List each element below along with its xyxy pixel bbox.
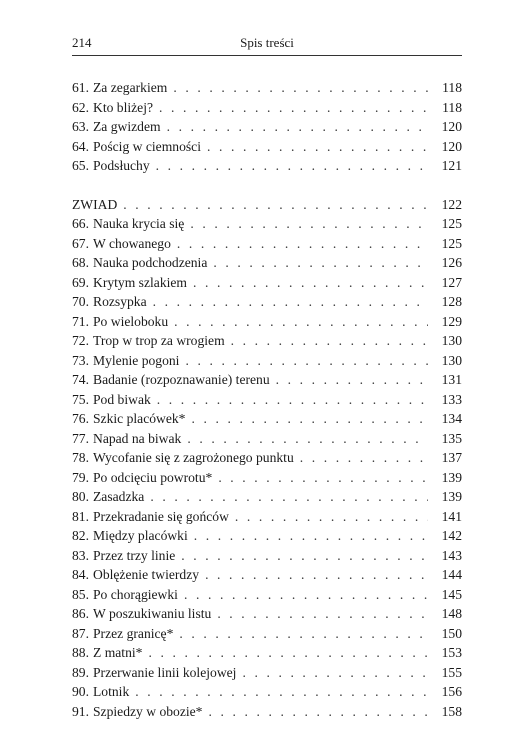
toc-entry[interactable]	[72, 137, 462, 157]
dot-leader	[213, 253, 428, 273]
toc-entry-title: Szpiedzy w obozie*	[93, 703, 203, 719]
toc-entry[interactable]	[72, 624, 462, 644]
toc-entry-page: 145	[441, 586, 462, 602]
dot-leader	[123, 195, 428, 215]
toc-entry-page: 118	[442, 80, 462, 95]
toc-entry-title: Lotnik	[93, 684, 130, 699]
toc-entry-page: 135	[441, 430, 462, 446]
toc-entry-page: 131	[441, 372, 462, 387]
toc-entry-number: 70.	[72, 294, 89, 309]
toc-entry-number: 69.	[72, 274, 89, 290]
running-title: Spis treści	[240, 35, 294, 50]
toc-entry-page: 158	[441, 703, 462, 719]
toc-entry[interactable]	[72, 409, 462, 429]
dot-leader	[184, 585, 428, 605]
toc-entry[interactable]	[72, 292, 462, 312]
toc-entry-title: Po odcięciu powrotu*	[93, 469, 213, 485]
toc-entry[interactable]	[72, 351, 462, 371]
dot-leader	[159, 98, 428, 118]
toc-entry-page: 130	[441, 352, 462, 368]
toc-entry-number: 73.	[72, 352, 89, 368]
toc-entry[interactable]	[72, 487, 462, 507]
toc-entry-number: 63.	[72, 119, 89, 134]
dot-leader	[177, 234, 428, 254]
toc-entry[interactable]	[72, 585, 462, 605]
toc-section-heading[interactable]	[72, 195, 462, 215]
toc-entry-page: 141	[441, 508, 462, 524]
toc-entry-page: 127	[441, 274, 462, 290]
toc-entry-title: Między placówki	[93, 528, 188, 543]
toc-entry[interactable]	[72, 468, 462, 488]
toc-entry-title: Po chorągiewki	[93, 586, 178, 602]
toc-entry[interactable]	[72, 234, 462, 254]
toc-entry-title: Badanie (rozpoznawanie) terenu	[93, 372, 270, 387]
dot-leader	[150, 487, 428, 507]
dot-leader	[235, 507, 428, 527]
toc-entry-title: Za gwizdem	[93, 119, 161, 134]
toc-entry-number: 83.	[72, 547, 89, 563]
toc-entry-page: 148	[441, 606, 462, 621]
dot-leader	[179, 624, 428, 644]
dot-leader	[208, 702, 428, 722]
toc-entry[interactable]	[72, 273, 462, 293]
toc-entry[interactable]	[72, 214, 462, 234]
dot-leader	[217, 604, 428, 624]
toc-entry-title: Nauka podchodzenia	[93, 255, 208, 270]
table-of-contents	[72, 78, 462, 721]
toc-entry-number: 65.	[72, 158, 89, 173]
toc-entry-number: 90.	[72, 684, 89, 699]
toc-section-page: 122	[441, 196, 462, 212]
toc-entry-title: Kto bliżej?	[93, 99, 154, 115]
dot-leader	[276, 370, 428, 390]
toc-entry-number: 71.	[72, 313, 89, 329]
toc-entry-page: 125	[441, 216, 462, 231]
dot-leader	[218, 468, 428, 488]
toc-entry-page: 139	[441, 489, 462, 504]
dot-leader	[205, 565, 428, 585]
dot-leader	[194, 526, 428, 546]
toc-entry-title: Napad na biwak	[93, 430, 182, 446]
running-header	[72, 33, 462, 56]
toc-entry[interactable]	[72, 663, 462, 683]
toc-entry[interactable]	[72, 331, 462, 351]
dot-leader	[156, 156, 428, 176]
toc-entry-number: 62.	[72, 99, 89, 115]
dot-leader	[174, 312, 428, 332]
toc-entry-title: Pod biwak	[93, 391, 151, 407]
toc-entry-title: Przekradanie się gońców	[93, 508, 229, 524]
toc-entry[interactable]	[72, 429, 462, 449]
toc-entry-number: 66.	[72, 216, 89, 231]
toc-entry-title: Mylenie pogoni	[93, 352, 180, 368]
toc-entry[interactable]	[72, 507, 462, 527]
toc-entry-page: 121	[441, 158, 462, 173]
toc-entry-number: 76.	[72, 411, 89, 426]
toc-entry-number: 67.	[72, 235, 89, 251]
toc-entry[interactable]	[72, 98, 462, 118]
toc-entry-page: 139	[441, 469, 462, 485]
toc-entry-number: 87.	[72, 625, 89, 641]
dot-leader	[193, 273, 428, 293]
toc-entry[interactable]	[72, 682, 462, 702]
toc-entry-page: 155	[441, 664, 462, 680]
toc-entry-page: 126	[441, 255, 462, 270]
toc-entry-title: W poszukiwaniu listu	[93, 606, 212, 621]
toc-entry-title: Podsłuchy	[93, 158, 150, 173]
toc-entry-number: 80.	[72, 489, 89, 504]
toc-entry-number: 75.	[72, 391, 89, 407]
toc-entry[interactable]	[72, 117, 462, 137]
dot-leader	[190, 214, 428, 234]
toc-entry-page: 120	[441, 119, 462, 134]
section-gap	[72, 176, 462, 195]
toc-entry-page: 150	[441, 625, 462, 641]
toc-entry[interactable]	[72, 312, 462, 332]
toc-entry-number: 89.	[72, 664, 89, 680]
toc-entry-title: Pościg w ciemności	[93, 138, 201, 154]
toc-entry-page: 156	[441, 684, 462, 699]
toc-entry[interactable]	[72, 253, 462, 273]
toc-entry-title: Przez granicę*	[93, 625, 174, 641]
toc-entry-page: 153	[441, 645, 462, 660]
dot-leader	[231, 331, 428, 351]
dot-leader	[153, 292, 428, 312]
toc-entry[interactable]	[72, 156, 462, 176]
dot-leader	[187, 429, 428, 449]
toc-entry[interactable]	[72, 370, 462, 390]
toc-entry[interactable]	[72, 546, 462, 566]
dot-leader	[242, 663, 428, 683]
toc-entry-page: 128	[441, 294, 462, 309]
toc-section-title: ZWIAD	[72, 196, 118, 212]
toc-entry[interactable]	[72, 565, 462, 585]
toc-entry[interactable]	[72, 702, 462, 722]
toc-entry-number: 74.	[72, 372, 89, 387]
toc-entry-page: 130	[441, 333, 462, 348]
toc-entry-page: 134	[441, 411, 462, 426]
toc-group-2	[72, 214, 462, 721]
toc-entry-title: Nauka krycia się	[93, 216, 185, 231]
toc-entry-page: 125	[441, 235, 462, 251]
toc-entry-number: 91.	[72, 703, 89, 719]
toc-entry-title: Szkic placówek*	[93, 411, 186, 426]
toc-entry-number: 88.	[72, 645, 89, 660]
toc-entry-title: Trop w trop za wrogiem	[93, 333, 225, 348]
toc-entry-title: Przerwanie linii kolejowej	[93, 664, 237, 680]
toc-entry-title: W chowanego	[93, 235, 171, 251]
toc-group-1	[72, 78, 462, 176]
toc-entry[interactable]	[72, 604, 462, 624]
page-number: 214	[72, 35, 92, 50]
dot-leader	[157, 390, 428, 410]
toc-entry-page: 143	[441, 547, 462, 563]
toc-entry-title: Przez trzy linie	[93, 547, 176, 563]
toc-entry-number: 82.	[72, 528, 89, 543]
toc-entry-title: Oblężenie twierdzy	[93, 567, 200, 582]
toc-entry-number: 72.	[72, 333, 89, 348]
toc-entry[interactable]	[72, 448, 462, 468]
dot-leader	[167, 117, 428, 137]
toc-entry-number: 84.	[72, 567, 89, 582]
toc-entry-title: Po wieloboku	[93, 313, 169, 329]
toc-entry-number: 77.	[72, 430, 89, 446]
dot-leader	[300, 448, 428, 468]
toc-entry-page: 129	[441, 313, 462, 329]
toc-entry-page: 137	[441, 450, 462, 465]
toc-entry-title: Rozsypka	[93, 294, 147, 309]
toc-entry-page: 118	[442, 99, 462, 115]
toc-entry-number: 79.	[72, 469, 89, 485]
toc-entry-page: 142	[441, 528, 462, 543]
toc-entry-title: Wycofanie się z zagrożonego punktu	[93, 450, 294, 465]
dot-leader	[173, 78, 428, 98]
toc-entry-title: Krytym szlakiem	[93, 274, 188, 290]
dot-leader	[181, 546, 428, 566]
toc-entry-number: 81.	[72, 508, 89, 524]
toc-entry[interactable]	[72, 390, 462, 410]
dot-leader	[135, 682, 428, 702]
toc-entry-number: 61.	[72, 80, 89, 95]
dot-leader	[191, 409, 428, 429]
toc-entry-number: 64.	[72, 138, 89, 154]
toc-entry-title: Zasadzka	[93, 489, 145, 504]
toc-entry-number: 68.	[72, 255, 89, 270]
dot-leader	[207, 137, 428, 157]
toc-entry-page: 144	[441, 567, 462, 582]
toc-entry[interactable]	[72, 78, 462, 98]
toc-entry[interactable]	[72, 643, 462, 663]
toc-entry-title: Z matni*	[93, 645, 143, 660]
toc-entry-page: 133	[441, 391, 462, 407]
dot-leader	[148, 643, 428, 663]
toc-entry-title: Za zegarkiem	[93, 80, 168, 95]
dot-leader	[185, 351, 428, 371]
toc-entry-number: 86.	[72, 606, 89, 621]
toc-entry-page: 120	[441, 138, 462, 154]
toc-entry-number: 85.	[72, 586, 89, 602]
toc-entry-number: 78.	[72, 450, 89, 465]
toc-entry[interactable]	[72, 526, 462, 546]
